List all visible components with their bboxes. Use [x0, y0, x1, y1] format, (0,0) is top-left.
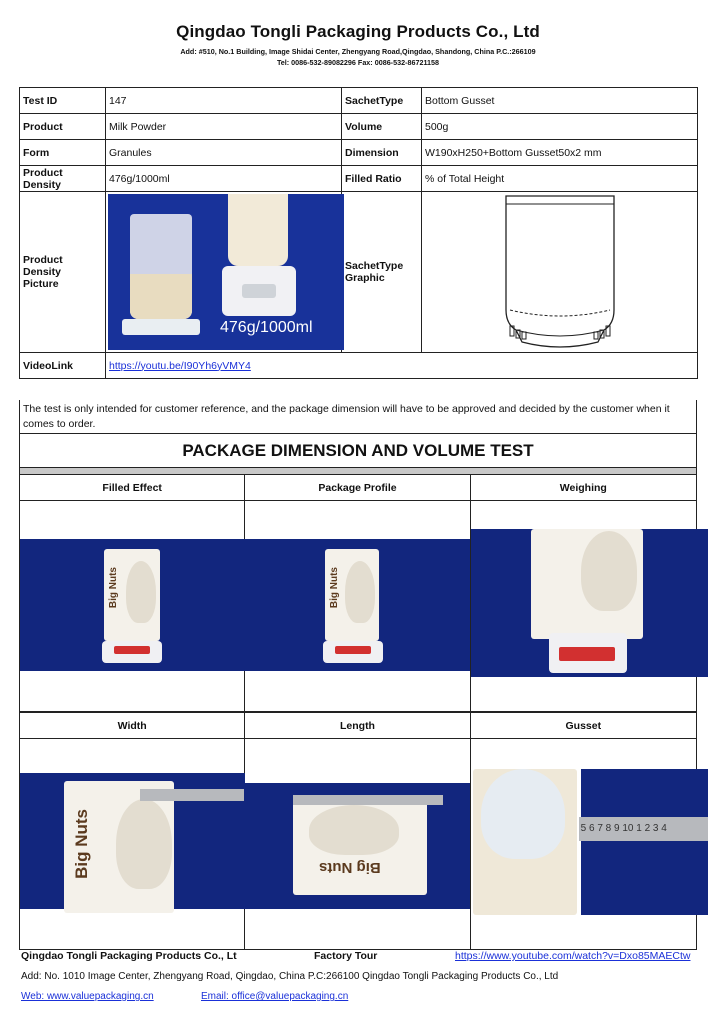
measuring-ruler	[293, 795, 443, 805]
density-picture-cell	[106, 192, 342, 353]
length-photo	[245, 739, 469, 949]
package-profile-header: Package Profile	[245, 475, 469, 501]
density-photo	[108, 194, 344, 350]
scale-display	[335, 646, 371, 654]
length-header: Length	[245, 713, 469, 739]
density-picture-label-line: Picture	[23, 278, 59, 290]
section-title: PACKAGE DIMENSION AND VOLUME TEST	[19, 434, 697, 468]
density-value: 476g/1000ml	[106, 166, 342, 192]
video-link[interactable]: https://youtu.be/I90Yh6yVMY4	[109, 359, 251, 372]
pouch-window	[481, 769, 565, 859]
dimension-value: W190xH250+Bottom Gusset50x2 mm	[422, 140, 698, 166]
test-id-label: Test ID	[20, 88, 106, 114]
document-header	[0, 22, 716, 67]
form-label: Form	[20, 140, 106, 166]
company-address: Add: #510, No.1 Building, Image Shidai Center, Zhengyang Road,Qingdao, Shandong, China P.C.:266109	[180, 47, 536, 56]
photo-background	[581, 769, 708, 915]
form-value: Granules	[106, 140, 342, 166]
footer-company: Qingdao Tongli Packaging Products Co., Lt	[21, 950, 237, 962]
sachet-graphic-cell	[422, 192, 698, 353]
pouch-window	[581, 531, 637, 611]
jug-powder	[130, 274, 192, 319]
table-row	[20, 140, 698, 166]
gusset-graphic	[425, 192, 694, 352]
footer-address: Add: No. 1010 Image Center, Zhengyang Road, Qingdao, China P.C:266100 Qingdao Tongli Packaging Products Co., Ltd	[21, 971, 559, 982]
gusset-photo	[471, 739, 696, 949]
density-photo-caption: 476g/1000ml	[220, 319, 313, 336]
pouch-brand-text: Big Nuts	[108, 567, 119, 609]
factory-tour-link[interactable]: https://www.youtube.com/watch?v=Dxo85MAECtw	[455, 950, 691, 962]
product-value: Milk Powder	[106, 114, 342, 140]
table-row	[20, 353, 698, 379]
pouch-window	[116, 799, 172, 889]
company-tel: Tel: 0086-532-89082296 Fax: 0086-532-86721158	[276, 58, 440, 67]
pouch-window	[345, 561, 375, 623]
powder-container	[228, 194, 288, 266]
sachet-graphic-label	[342, 192, 422, 353]
website-link[interactable]: Web: www.valuepackaging.cn	[21, 991, 154, 1002]
density-picture-label	[20, 192, 106, 353]
weighing-header: Weighing	[471, 475, 696, 501]
sachet-type-label: SachetType	[342, 88, 422, 114]
sachet-graphic-label-line: SachetType	[345, 260, 404, 272]
table-row	[20, 88, 698, 114]
sachet-graphic-label-line: Graphic	[345, 272, 385, 284]
length-cell	[245, 713, 470, 949]
table-row	[20, 114, 698, 140]
photo-grid-row-1	[19, 474, 697, 712]
scale-display	[559, 647, 615, 661]
pouch-brand-text: Big Nuts	[72, 809, 91, 879]
density-picture-label-line: Product Density	[23, 254, 63, 278]
ruler-digits: 5 6 7 8 9 10 1 2 3 4	[580, 823, 667, 834]
info-table	[19, 87, 698, 379]
measuring-ruler	[140, 789, 244, 801]
email-link[interactable]: Email: office@valuepackaging.cn	[201, 991, 349, 1002]
width-photo	[20, 739, 244, 949]
bottom-gusset-pouch-icon	[496, 192, 624, 352]
width-cell	[20, 713, 245, 949]
product-label: Product	[20, 114, 106, 140]
gusset-cell	[471, 713, 696, 949]
package-profile-cell	[245, 475, 470, 711]
scale-display	[114, 646, 150, 654]
pouch-window	[126, 561, 156, 623]
filled-ratio-value: % of Total Height	[422, 166, 698, 192]
volume-value: 500g	[422, 114, 698, 140]
jug-base	[122, 319, 200, 335]
density-label: Product Density	[20, 166, 106, 192]
weighing-photo	[471, 501, 696, 711]
filled-ratio-label: Filled Ratio	[342, 166, 422, 192]
package-profile-photo	[245, 501, 469, 711]
filled-effect-cell	[20, 475, 245, 711]
pouch-brand-text: Big Nuts	[329, 567, 341, 609]
table-row	[20, 166, 698, 192]
pouch-window	[309, 805, 399, 855]
volume-label: Volume	[342, 114, 422, 140]
notice-text: The test is only intended for customer reference, and the package dimension will have to be approved and decided by the customer when it comes to order.	[19, 400, 697, 434]
factory-tour-label: Factory Tour	[314, 950, 378, 962]
filled-effect-photo	[20, 501, 244, 711]
weighing-cell	[471, 475, 696, 711]
test-id-value: 147	[106, 88, 342, 114]
gusset-header: Gusset	[471, 713, 696, 739]
photo-grid-row-2	[19, 712, 697, 950]
pouch-brand-text: Big Nuts	[319, 859, 381, 876]
company-title: Qingdao Tongli Packaging Products Co., Ltd	[176, 22, 540, 41]
dimension-label: Dimension	[342, 140, 422, 166]
filled-effect-header: Filled Effect	[20, 475, 244, 501]
table-row	[20, 192, 698, 353]
scale-display	[242, 284, 276, 298]
footer-line-3	[21, 991, 349, 1002]
sachet-type-value: Bottom Gusset	[422, 88, 698, 114]
video-link-cell	[106, 353, 698, 379]
video-link-label: VideoLink	[20, 353, 106, 379]
width-header: Width	[20, 713, 244, 739]
